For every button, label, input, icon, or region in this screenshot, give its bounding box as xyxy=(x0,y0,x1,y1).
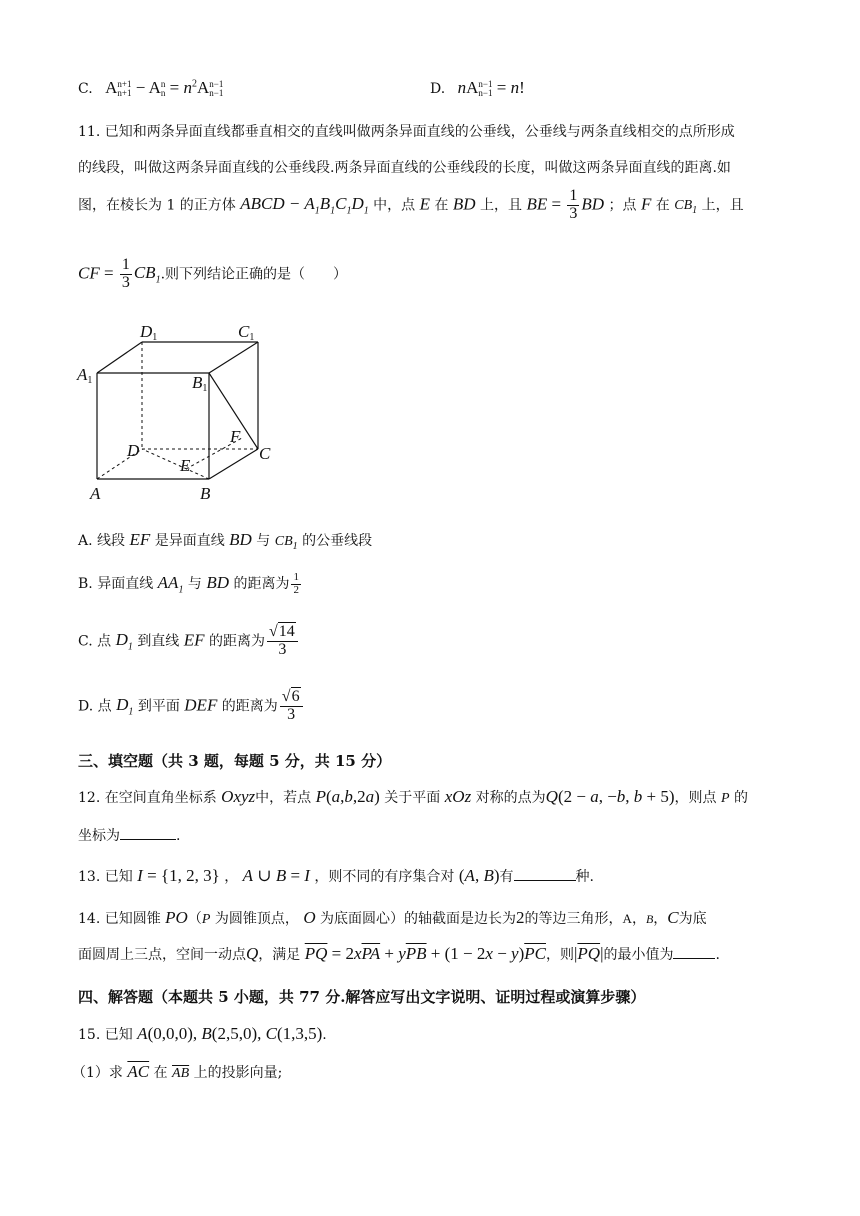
q11-cf-expr: CF xyxy=(78,263,100,283)
q12-part6: 的 xyxy=(734,790,748,806)
q15-line1 xyxy=(78,1024,327,1044)
q15-points: A(0,0,0), B(2,5,0), C(1,3,5) xyxy=(137,1024,323,1043)
q11-option-c-label: C. 点 xyxy=(78,633,112,650)
q11-option-a-label: A. 线段 xyxy=(78,533,126,549)
q11-option-c-ef: EF xyxy=(183,630,205,650)
q11-option-c-end: 的距离为 xyxy=(209,633,265,650)
q11-option-a-mid2: 与 xyxy=(256,533,271,549)
q11-option-a-end: 的公垂线段 xyxy=(302,533,373,549)
q13-part5: 种. xyxy=(575,869,594,885)
q10-option-c xyxy=(78,78,223,98)
q11-option-d-def: DEF xyxy=(184,695,218,715)
q15-sub1-label: （1）求 xyxy=(72,1065,123,1081)
label-d1: D1 xyxy=(140,322,158,343)
label-f: F xyxy=(230,427,241,446)
q12-point-p: P xyxy=(315,787,326,806)
q14-line1: 14. 已知圆锥 PO（P 为圆锥顶点， O 为底面圆心）的轴截面是边长为2的等边三角形，A，B，C为底 xyxy=(78,908,707,927)
q12-point-q: Q xyxy=(545,787,558,806)
q12-line2 xyxy=(78,825,180,845)
label-a1: A1 xyxy=(77,365,93,386)
q14-answer-blank[interactable] xyxy=(673,946,715,959)
q11-option-c-fraction: $\frac{√14}{3}$ xyxy=(267,624,298,659)
q13-line: 13. 已知 I = {1, 2, 3} ， A ∪ B = I ，则不同的有序集合对 (A, B)有 种. xyxy=(78,866,594,885)
label-a: A xyxy=(90,484,101,503)
label-b: B xyxy=(200,484,211,503)
q11-option-d-mid: 到平面 xyxy=(137,698,180,715)
q11-line4: CF = $\frac{1}{3}$ $CB_1$.则下列结论正确的是（ ） xyxy=(78,256,348,291)
q11-line3-text-e: ；点 xyxy=(608,197,637,214)
q13-part4: 有 xyxy=(499,869,514,885)
q12-part4: 对称的点为 xyxy=(475,790,546,806)
section3-heading: 三、填空题（共 3 题，每题 5 分，共 15 分） xyxy=(78,752,392,770)
q10-option-d-formula: nA n−1 n−1 = n! xyxy=(457,78,525,99)
q11-option-a-mid1: 是异面直线 xyxy=(154,533,225,549)
label-c: C xyxy=(259,444,271,463)
q14-line2e: . xyxy=(715,947,720,963)
q15-number: 15. xyxy=(78,1027,101,1043)
q11-fraction-one-third: $\frac{1}{3}$ xyxy=(569,187,578,222)
q11-line2 xyxy=(78,157,731,177)
q14-part4: 为底面圆心）的轴截面是边长为 xyxy=(320,911,517,927)
q14-line2b: ，满足 xyxy=(258,947,301,963)
q11-line3-text-d: 上，且 xyxy=(480,197,523,214)
q11-option-b xyxy=(78,572,303,596)
q11-line3-text-f: 在 xyxy=(655,197,670,214)
q13-set-i: I xyxy=(137,866,143,885)
q14-line2c: ，则 xyxy=(545,947,574,963)
q10-option-d-label: D. xyxy=(430,81,446,97)
q11-segment-cb1: $CB_1$ xyxy=(674,198,698,217)
q11-option-a-ef: EF xyxy=(129,530,151,549)
q10-option-c-formula: A n+1 n+1 − A n n = $n^2A$ n−1 n−1 xyxy=(105,78,224,99)
q11-point-e: E xyxy=(419,194,431,214)
q15-vector-ab: $\overline{AB}$ xyxy=(172,1066,190,1081)
q11-option-b-label: B. 异面直线 xyxy=(78,576,154,593)
q12-part5: ，则点 xyxy=(674,790,717,806)
q14-line2: 面圆周上三点，空间一动点Q，满足 $\overline{PQ} = 2x\overline{PA} + y\overline{PB} + (1 - 2x - y)\overline{PC}$，则$|\overline{PQ}|$的最小值为 . xyxy=(78,944,720,963)
q10-option-c-label: C. xyxy=(78,81,93,97)
q11-option-b-bd: BD xyxy=(206,573,230,593)
q11-option-a-cb1: $CB_1$ xyxy=(274,534,298,552)
q12-line1: 12. 在空间直角坐标系 Oxyz中，若点 P(a,b,2a) 关于平面 xOz 对称的点为Q(2 − a, −b, b + 5)，则点 P 的 xyxy=(78,787,748,806)
q11-option-d xyxy=(78,689,305,724)
q11-point-f: F xyxy=(640,194,652,214)
q14-part5: 的等边三角形， xyxy=(524,911,623,927)
q15-vector-ac: $\overline{AC}$ xyxy=(127,1062,150,1081)
q11-option-b-mid: 与 xyxy=(187,576,202,593)
q14-part1: 已知圆锥 xyxy=(104,911,161,927)
q12-oxyz: Oxyz xyxy=(221,787,256,806)
q12-number: 12. xyxy=(78,790,101,806)
q11-cube-name: ABCD − $A_1B_1C_1D_1$ xyxy=(240,194,369,217)
q11-fraction-one-third-2: $\frac{1}{3}$ xyxy=(121,256,130,291)
label-e: E xyxy=(180,456,191,475)
label-c1: C1 xyxy=(238,322,255,343)
q11-line3-text-a: 图，在棱长为 1 的正方体 xyxy=(78,197,236,214)
q12-line2-text: 坐标为 xyxy=(78,828,120,844)
q13-number: 13. xyxy=(78,869,101,885)
q11-line3-text-b: 中，点 xyxy=(373,197,416,214)
q12-part3: 关于平面 xyxy=(384,790,441,806)
q14-vector-equation: $\overline{PQ} = 2x\overline{PA} + y\overline{PB} + (1 - 2x - y)\overline{PC}$ xyxy=(304,944,546,963)
q11-option-d-end: 的距离为 xyxy=(221,698,278,715)
section4-heading: 四、解答题（本题共 5 小题，共 77 分.解答应写出文字说明、证明过程或演算步骤） xyxy=(78,988,646,1006)
q13-union: A xyxy=(242,866,254,885)
q11-option-a-bd: BD xyxy=(229,530,252,549)
q11-line1 xyxy=(78,121,735,141)
q11-option-d-label: D. 点 xyxy=(78,698,112,715)
q14-part8: 为底 xyxy=(678,911,707,927)
q13-part2: ， xyxy=(224,869,239,885)
q10-option-d xyxy=(430,78,525,98)
q11-line3-text-g: 上，且 xyxy=(701,197,744,214)
q11-option-d-d1: $D_1$ xyxy=(116,695,134,718)
q11-option-b-end: 的距离为 xyxy=(233,576,290,593)
q14-part7: ， xyxy=(653,911,668,927)
q15-sub1-end: 上的投影向量; xyxy=(193,1065,283,1081)
q11-be-expr: BE xyxy=(526,194,548,214)
q11-line3: 图，在棱长为 1 的正方体 ABCD − $A_1B_1C_1D_1$ 中，点 E 在 BD 上，且 BE = $\frac{1}{3}$ BD ；点 F 在 $CB_1$ 上，且 xyxy=(78,187,744,222)
q11-option-b-aa1: $AA_1$ xyxy=(157,573,184,596)
q12-part2: 中，若点 xyxy=(255,790,312,806)
q11-segment-bd: BD xyxy=(452,194,476,214)
q13-part1: 已知 xyxy=(104,869,133,885)
q11-line4-text: .则下列结论正确的是（ ） xyxy=(160,266,348,283)
cube-figure xyxy=(76,318,306,518)
q14-number: 14. xyxy=(78,911,101,927)
q14-part2: （ xyxy=(187,911,202,927)
q13-answer-blank[interactable] xyxy=(514,868,576,881)
q11-option-d-fraction: $\frac{√6}{3}$ xyxy=(280,689,303,724)
label-b1: B1 xyxy=(192,373,208,394)
q14-line2a: 面圆周上三点，空间一动点 xyxy=(78,947,246,963)
q12-part1: 在空间直角坐标系 xyxy=(104,790,217,806)
q12-answer-blank[interactable] xyxy=(120,827,176,840)
q15-part1: 已知 xyxy=(104,1027,133,1043)
label-d: D xyxy=(127,441,140,460)
q11-option-c xyxy=(78,624,300,659)
q11-text-line1: 已知和两条异面直线都垂直相交的直线叫做两条异面直线的公垂线，公垂线与两条直线相交的点所形成 xyxy=(104,124,735,140)
q14-part3: 为圆锥顶点， xyxy=(214,911,299,927)
q12-plane-xoz: xOz xyxy=(444,787,472,806)
q11-text-line2: 的线段，叫做这两条异面直线的公垂线段.两条异面直线的公垂线段的长度，叫做这两条异面直线的距离.如 xyxy=(78,160,731,176)
q14-line2d: 的最小值为 xyxy=(603,947,674,963)
q15-sub1-mid: 在 xyxy=(153,1065,168,1081)
q11-line3-text-c: 在 xyxy=(434,197,449,214)
q11-option-c-mid: 到直线 xyxy=(137,633,180,650)
q11-number: 11. xyxy=(78,124,101,140)
q15-sub1 xyxy=(72,1062,282,1082)
q14-part6: ， xyxy=(631,911,646,927)
q13-part3: ，则不同的有序集合对 xyxy=(314,869,455,885)
q14-cone-po: PO xyxy=(165,908,188,927)
q15-end: . xyxy=(322,1027,327,1043)
q11-option-c-d1: $D_1$ xyxy=(115,630,133,653)
q11-option-b-fraction: $\frac{1}{2}$ xyxy=(293,571,299,596)
q12-line2-end: . xyxy=(176,828,181,844)
q11-option-a xyxy=(78,530,372,552)
